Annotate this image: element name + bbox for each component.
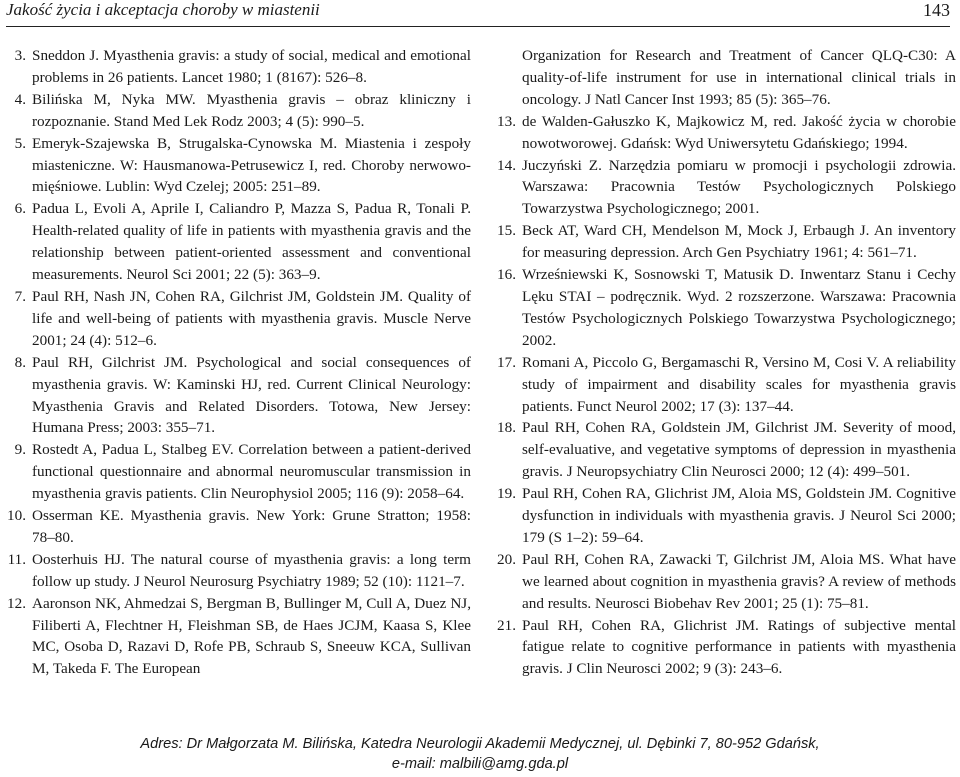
- reference-text: Paul RH, Cohen RA, Glichrist JM, Aloia MS, Goldstein JM. Cognitive dysfunction in individuals with myasthenia gravis. J Neurol Sci 2000; 179 (S 1–2): 59–64.: [522, 485, 956, 546]
- reference-text: de Walden-Gałuszko K, Majkowicz M, red. Jakość życia w chorobie nowotworowej. Gdańsk: Wyd Uniwersytetu Gdańskiego; 1994.: [522, 112, 956, 152]
- reference-text: Emeryk-Szajewska B, Strugalska-Cynowska M. Miastenia i zespoły miasteniczne. W: Hausmanowa-Petrusewicz I, red. Choroby nerwowo-mięśniowe. Lublin: Wyd Czelej; 2005: 251–89.: [32, 134, 471, 196]
- reference-item: [494, 155, 956, 221]
- reference-text: Beck AT, Ward CH, Mendelson M, Mock J, Erbaugh J. An inventory for measuring depression. Arch Gen Psychiatry 1961; 4: 561–71.: [522, 222, 956, 262]
- reference-item: [4, 505, 471, 549]
- reference-text: Paul RH, Cohen RA, Glichrist JM. Ratings of subjective mental fatigue relate to cognitive performance in patients with myasthenia gravis. J Clin Neurosci 2002; 9 (3): 243–6.: [522, 616, 956, 678]
- reference-text: Padua L, Evoli A, Aprile I, Caliandro P, Mazza S, Padua R, Tonali P. Health-related quality of life in patients with myasthenia gravis and the relationship between patient-oriented assessment and conventional measurements. Neurol Sci 2001; 22 (5): 363–9.: [32, 200, 471, 284]
- correspondence-address: Adres: Dr Małgorzata M. Bilińska, Katedra Neurologii Akademii Medycznej, ul. Dębinki 7, 80-952 Gdańsk,: [140, 736, 820, 752]
- reference-number: 18.: [497, 419, 516, 437]
- reference-text: Oosterhuis HJ. The natural course of myasthenia gravis: a long term follow up study. J Neurol Neurosurg Psychiatry 1989; 52 (10): 1121–7.: [32, 550, 471, 590]
- reference-number: 6.: [14, 200, 26, 218]
- reference-text: Organization for Research and Treatment of Cancer QLQ-C30: A quality-of-life instrument for use in international clinical trials in oncology. J Natl Cancer Inst 1993; 85 (5): 365–76.: [522, 47, 956, 108]
- reference-item: [494, 417, 956, 483]
- reference-number: 15.: [497, 222, 516, 240]
- reference-item: [4, 45, 471, 89]
- reference-number: 4.: [14, 90, 26, 108]
- reference-number: 7.: [14, 287, 26, 305]
- reference-item: [494, 111, 956, 155]
- reference-number: 21.: [497, 616, 516, 634]
- correspondence-email: e-mail: malbili@amg.gda.pl: [391, 756, 569, 772]
- reference-item: [4, 133, 471, 199]
- reference-item: [4, 549, 471, 593]
- reference-number: 20.: [497, 550, 516, 568]
- reference-number: 11.: [7, 550, 26, 568]
- reference-item: [4, 286, 471, 352]
- reference-item: [4, 198, 471, 286]
- reference-number: 5.: [14, 134, 26, 152]
- reference-number: 3.: [14, 47, 26, 64]
- reference-number: 12.: [7, 594, 26, 612]
- reference-text: Romani A, Piccolo G, Bergamaschi R, Versino M, Cosi V. A reliability study of impairment and disability scales for myasthenia gravis patients. Funct Neurol 2002; 17 (3): 137–44.: [522, 353, 956, 415]
- reference-text: Paul RH, Nash JN, Cohen RA, Gilchrist JM, Goldstein JM. Quality of life and well-being of patients with myasthenia gravis. Muscle Nerve 2001; 24 (4): 512–6.: [32, 287, 471, 349]
- reference-item: [4, 593, 471, 681]
- reference-number: 14.: [497, 156, 516, 174]
- reference-number: 16.: [497, 266, 516, 284]
- reference-text: Bilińska M, Nyka MW. Myasthenia gravis – obraz kliniczny i rozpoznanie. Stand Med Lek Rodz 2003; 4 (5): 990–5.: [32, 90, 471, 130]
- reference-text: Wrześniewski K, Sosnowski T, Matusik D. Inwentarz Stanu i Cechy Lęku STAI – podręcznik. Wyd. 2 rozszerzone. Warszawa: Pracownia Testów Psychologicznych Polskiego Towarzystwa Psychologicznego; 2002.: [522, 266, 956, 349]
- references-left-column: [4, 45, 471, 680]
- reference-item: [4, 439, 471, 505]
- reference-text: Paul RH, Cohen RA, Zawacki T, Gilchrist JM, Aloia MS. What have we learned about cognition in myasthenia gravis? A review of methods and results. Neurosci Biobehav Rev 2001; 25 (1): 75–81.: [522, 550, 956, 612]
- page-number: 143: [923, 0, 950, 20]
- reference-item: [494, 615, 956, 681]
- reference-number: 9.: [14, 441, 26, 459]
- reference-item: [494, 45, 956, 111]
- correspondence-footer: [0, 734, 960, 774]
- reference-number: [494, 45, 522, 111]
- references-right-column: [494, 45, 956, 680]
- reference-item: [494, 220, 956, 264]
- reference-number: 13.: [497, 112, 516, 130]
- reference-number: 10.: [7, 507, 26, 525]
- reference-item: [494, 352, 956, 418]
- page-header: [6, 0, 950, 27]
- reference-number: 8.: [14, 353, 26, 371]
- reference-item: [494, 549, 956, 615]
- reference-text: Juczyński Z. Narzędzia pomiaru w promocji i psychologii zdrowia. Warszawa: Pracownia Testów Psychologicznych Polskiego Towarzystwa Psychologicznego; 2001.: [522, 156, 956, 218]
- reference-text: Aaronson NK, Ahmedzai S, Bergman B, Bullinger M, Cull A, Duez NJ, Filiberti A, Flechtner H, Fleishman SB, de Haes JCJM, Kaasa S, Klee MC, Osoba D, Razavi D, Rofe PB, Schraub S, Sneeuw KCA, Sullivan M, Takeda F. The European: [32, 594, 471, 678]
- reference-item: [4, 89, 471, 133]
- reference-text: Paul RH, Gilchrist JM. Psychological and social consequences of myasthenia gravis. W: Kaminski HJ, red. Current Clinical Neurology: Myasthenia Gravis and Related Disorders. Totowa, New Jersey: Humana Press; 2003: 355–71.: [32, 353, 471, 437]
- reference-number: 19.: [497, 485, 516, 503]
- reference-text: Rostedt A, Padua L, Stalbeg EV. Correlation between a patient-derived functional questionnaire and abnormal neuromuscular transmission in myasthenia gravis patients. Clin Neurophysiol 2005; 116 (9): 2058–64.: [32, 441, 471, 503]
- reference-text: Sneddon J. Myasthenia gravis: a study of social, medical and emotional problems in 26 patients. Lancet 1980; 1 (8167): 526–8.: [32, 47, 471, 86]
- reference-item: [4, 352, 471, 440]
- reference-item: [494, 264, 956, 352]
- reference-text: Osserman KE. Myasthenia gravis. New York: Grune Stratton; 1958: 78–80.: [32, 507, 471, 546]
- reference-text: Paul RH, Cohen RA, Goldstein JM, Gilchrist JM. Severity of mood, self-evaluative, and vegetative symptoms of depression in myasthenia gravis. J Neuropsychiatry Clin Neurosci 2000; 12 (4): 499–501.: [522, 419, 956, 481]
- reference-item: [494, 483, 956, 549]
- running-title: Jakość życia i akceptacja choroby w miastenii: [6, 0, 320, 19]
- reference-number: 17.: [497, 353, 516, 371]
